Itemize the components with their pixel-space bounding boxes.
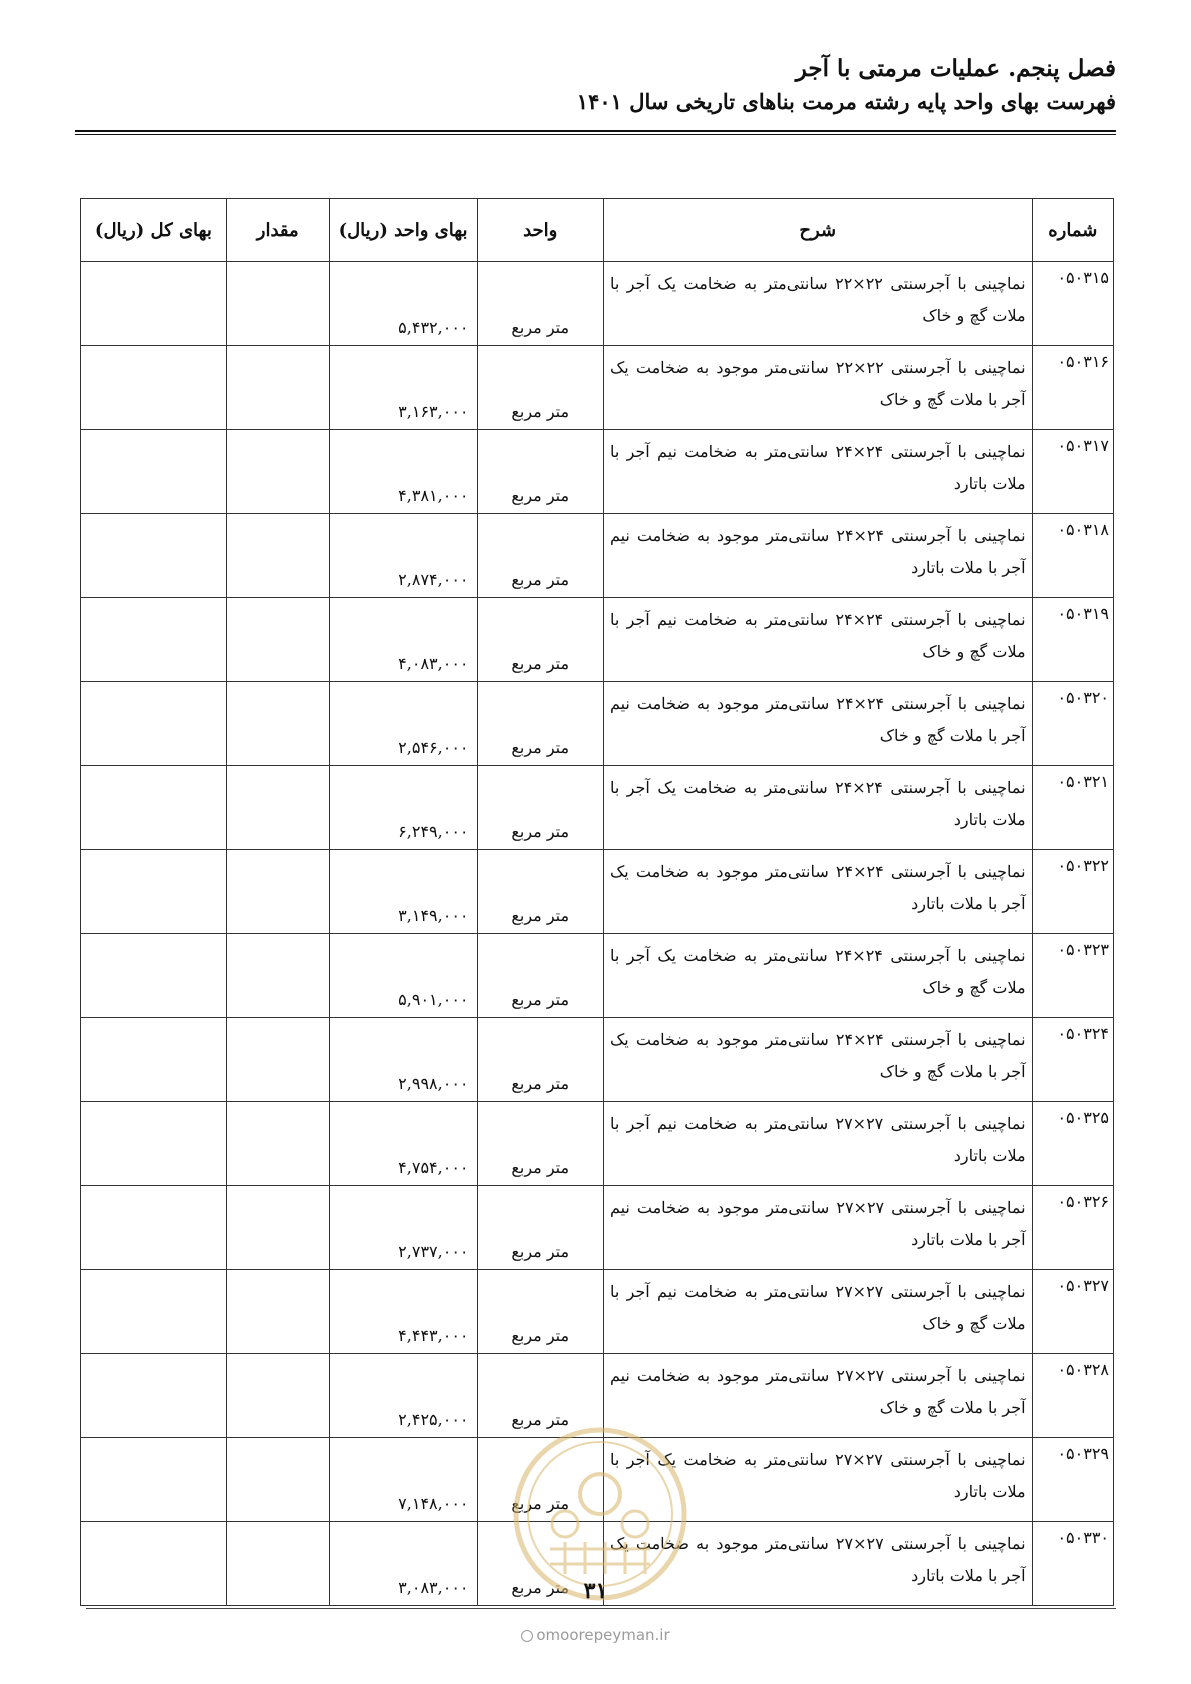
header-rule-thin <box>75 134 1116 135</box>
table-row <box>81 430 1114 514</box>
table-cell-unit: متر مربع <box>477 1018 603 1102</box>
table-cell-description: نماچینی با آجرسنتی ۲۴×۲۴ سانتی‌متر به ضخامت نیم آجر با ملات گچ و خاک <box>603 598 1032 682</box>
table-cell-unit-price: ۴,۷۵۴,۰۰۰ <box>329 1102 477 1186</box>
website-footer[interactable] <box>0 1626 1191 1644</box>
table-cell-total-price <box>81 1270 227 1354</box>
table-cell-quantity <box>226 1186 329 1270</box>
table-cell-code: ۰۵۰۳۱۸ <box>1032 514 1113 598</box>
table-cell-quantity <box>226 934 329 1018</box>
table-cell-unit-price: ۴,۰۸۳,۰۰۰ <box>329 598 477 682</box>
table-cell-quantity <box>226 682 329 766</box>
table-cell-code: ۰۵۰۳۳۰ <box>1032 1522 1113 1606</box>
table-cell-description: نماچینی با آجرسنتی ۲۴×۲۴ سانتی‌متر موجود به ضخامت نیم آجر با ملات گچ و خاک <box>603 682 1032 766</box>
table-cell-code: ۰۵۰۳۱۶ <box>1032 346 1113 430</box>
table-row <box>81 262 1114 346</box>
table-cell-unit-price: ۲,۴۲۵,۰۰۰ <box>329 1354 477 1438</box>
table-cell-quantity <box>226 766 329 850</box>
table-cell-code: ۰۵۰۳۲۶ <box>1032 1186 1113 1270</box>
table-cell-unit-price: ۲,۷۳۷,۰۰۰ <box>329 1186 477 1270</box>
table-cell-total-price <box>81 598 227 682</box>
table-cell-code: ۰۵۰۳۲۳ <box>1032 934 1113 1018</box>
table-row <box>81 850 1114 934</box>
table-body <box>81 262 1114 1606</box>
table-cell-unit-price: ۶,۲۴۹,۰۰۰ <box>329 766 477 850</box>
table-cell-quantity <box>226 262 329 346</box>
table-cell-unit: متر مربع <box>477 514 603 598</box>
table-cell-total-price <box>81 1018 227 1102</box>
table-cell-unit: متر مربع <box>477 1102 603 1186</box>
table-cell-code: ۰۵۰۳۱۵ <box>1032 262 1113 346</box>
table-row <box>81 1186 1114 1270</box>
table-cell-description: نماچینی با آجرسنتی ۲۴×۲۴ سانتی‌متر به ضخامت یک آجر با ملات باتارد <box>603 766 1032 850</box>
column-header-total-price: بهای کل (ریال) <box>81 199 227 262</box>
table-cell-unit: متر مربع <box>477 262 603 346</box>
table-row <box>81 1354 1114 1438</box>
table-cell-description: نماچینی با آجرسنتی ۲۲×۲۲ سانتی‌متر موجود به ضخامت یک آجر با ملات گچ و خاک <box>603 346 1032 430</box>
table-cell-unit-price: ۲,۹۹۸,۰۰۰ <box>329 1018 477 1102</box>
page-header <box>75 52 1116 118</box>
table-cell-unit: متر مربع <box>477 346 603 430</box>
column-header-unit-price: بهای واحد (ریال) <box>329 199 477 262</box>
table-cell-description: نماچینی با آجرسنتی ۲۷×۲۷ سانتی‌متر به ضخامت یک آجر با ملات باتارد <box>603 1438 1032 1522</box>
table-cell-unit: متر مربع <box>477 934 603 1018</box>
table-row <box>81 1270 1114 1354</box>
table-cell-unit: متر مربع <box>477 598 603 682</box>
table-cell-code: ۰۵۰۳۲۴ <box>1032 1018 1113 1102</box>
table-cell-code: ۰۵۰۳۲۷ <box>1032 1270 1113 1354</box>
table-cell-description: نماچینی با آجرسنتی ۲۷×۲۷ سانتی‌متر موجود به ضخامت نیم آجر با ملات باتارد <box>603 1186 1032 1270</box>
table-cell-description: نماچینی با آجرسنتی ۲۴×۲۴ سانتی‌متر موجود به ضخامت یک آجر با ملات باتارد <box>603 850 1032 934</box>
table-header-row <box>81 199 1114 262</box>
table-cell-total-price <box>81 682 227 766</box>
column-header-code: شماره <box>1032 199 1113 262</box>
table-cell-description: نماچینی با آجرسنتی ۲۴×۲۴ سانتی‌متر به ضخامت یک آجر با ملات گچ و خاک <box>603 934 1032 1018</box>
table-cell-total-price <box>81 850 227 934</box>
table-cell-unit: متر مربع <box>477 1186 603 1270</box>
table-cell-code: ۰۵۰۳۲۵ <box>1032 1102 1113 1186</box>
table-cell-unit: متر مربع <box>477 1354 603 1438</box>
table-cell-description: نماچینی با آجرسنتی ۲۷×۲۷ سانتی‌متر به ضخامت نیم آجر با ملات باتارد <box>603 1102 1032 1186</box>
table-cell-code: ۰۵۰۳۱۷ <box>1032 430 1113 514</box>
table-cell-code: ۰۵۰۳۲۰ <box>1032 682 1113 766</box>
table-cell-description: نماچینی با آجرسنتی ۲۷×۲۷ سانتی‌متر موجود به ضخامت یک آجر با ملات باتارد <box>603 1522 1032 1606</box>
table-cell-quantity <box>226 430 329 514</box>
table-cell-unit: متر مربع <box>477 766 603 850</box>
table-cell-unit-price: ۲,۸۷۴,۰۰۰ <box>329 514 477 598</box>
table-cell-quantity <box>226 1438 329 1522</box>
table-cell-unit: متر مربع <box>477 430 603 514</box>
table-cell-unit-price: ۳,۰۸۳,۰۰۰ <box>329 1522 477 1606</box>
table-cell-total-price <box>81 262 227 346</box>
table-cell-total-price <box>81 1438 227 1522</box>
table-row <box>81 934 1114 1018</box>
table-cell-description: نماچینی با آجرسنتی ۲۴×۲۴ سانتی‌متر به ضخامت نیم آجر با ملات باتارد <box>603 430 1032 514</box>
table-cell-quantity <box>226 1354 329 1438</box>
table-row <box>81 598 1114 682</box>
column-header-quantity: مقدار <box>226 199 329 262</box>
table-row <box>81 1438 1114 1522</box>
chapter-title: فصل پنجم. عملیات مرمتی با آجر <box>795 55 1116 82</box>
table-row <box>81 346 1114 430</box>
document-subtitle: فهرست بهای واحد پایه رشته مرمت بناهای تاریخی سال ۱۴۰۱ <box>576 89 1116 114</box>
column-header-description: شرح <box>603 199 1032 262</box>
table-cell-unit: متر مربع <box>477 682 603 766</box>
table-cell-total-price <box>81 514 227 598</box>
table-cell-total-price <box>81 1102 227 1186</box>
table-cell-quantity <box>226 1102 329 1186</box>
table-row <box>81 514 1114 598</box>
table-cell-unit-price: ۵,۹۰۱,۰۰۰ <box>329 934 477 1018</box>
table-cell-quantity <box>226 346 329 430</box>
table-cell-unit: متر مربع <box>477 1438 603 1522</box>
table-row <box>81 1018 1114 1102</box>
table-row <box>81 682 1114 766</box>
table-cell-quantity <box>226 1018 329 1102</box>
table-cell-unit-price: ۴,۳۸۱,۰۰۰ <box>329 430 477 514</box>
table-cell-quantity <box>226 1270 329 1354</box>
table-cell-code: ۰۵۰۳۲۲ <box>1032 850 1113 934</box>
table-cell-description: نماچینی با آجرسنتی ۲۷×۲۷ سانتی‌متر موجود به ضخامت نیم آجر با ملات گچ و خاک <box>603 1354 1032 1438</box>
table-cell-total-price <box>81 346 227 430</box>
table-cell-total-price <box>81 934 227 1018</box>
table-cell-unit-price: ۲,۵۴۶,۰۰۰ <box>329 682 477 766</box>
table-cell-quantity <box>226 598 329 682</box>
table-cell-unit: متر مربع <box>477 1270 603 1354</box>
table-cell-quantity <box>226 514 329 598</box>
table-cell-total-price <box>81 766 227 850</box>
header-rule-thick <box>75 130 1116 132</box>
table-cell-total-price <box>81 430 227 514</box>
at-sign-icon <box>521 1630 533 1642</box>
table-cell-unit-price: ۳,۱۴۹,۰۰۰ <box>329 850 477 934</box>
page-number: ۳۱ <box>583 1578 608 1604</box>
table-row <box>81 1102 1114 1186</box>
table-cell-description: نماچینی با آجرسنتی ۲۴×۲۴ سانتی‌متر موجود به ضخامت نیم آجر با ملات باتارد <box>603 514 1032 598</box>
table-cell-quantity <box>226 850 329 934</box>
table-row <box>81 766 1114 850</box>
table-cell-unit-price: ۴,۴۴۳,۰۰۰ <box>329 1270 477 1354</box>
table-cell-code: ۰۵۰۳۱۹ <box>1032 598 1113 682</box>
table-cell-code: ۰۵۰۳۲۹ <box>1032 1438 1113 1522</box>
table-cell-unit: متر مربع <box>477 1522 603 1606</box>
table-cell-code: ۰۵۰۳۲۸ <box>1032 1354 1113 1438</box>
table-cell-total-price <box>81 1186 227 1270</box>
table-cell-description: نماچینی با آجرسنتی ۲۲×۲۲ سانتی‌متر به ضخامت یک آجر با ملات گچ و خاک <box>603 262 1032 346</box>
table-cell-description: نماچینی با آجرسنتی ۲۷×۲۷ سانتی‌متر به ضخامت نیم آجر با ملات گچ و خاک <box>603 1270 1032 1354</box>
table-cell-unit-price: ۳,۱۶۳,۰۰۰ <box>329 346 477 430</box>
table-cell-description: نماچینی با آجرسنتی ۲۴×۲۴ سانتی‌متر موجود به ضخامت یک آجر با ملات گچ و خاک <box>603 1018 1032 1102</box>
column-header-unit: واحد <box>477 199 603 262</box>
table-cell-total-price <box>81 1354 227 1438</box>
table-cell-unit-price: ۵,۴۳۲,۰۰۰ <box>329 262 477 346</box>
table-cell-code: ۰۵۰۳۲۱ <box>1032 766 1113 850</box>
website-url[interactable]: omoorepeyman.ir <box>536 1626 670 1644</box>
price-list-table <box>80 198 1114 1606</box>
table-cell-unit-price: ۷,۱۴۸,۰۰۰ <box>329 1438 477 1522</box>
footer-rule <box>86 1608 1116 1609</box>
table-cell-unit: متر مربع <box>477 850 603 934</box>
